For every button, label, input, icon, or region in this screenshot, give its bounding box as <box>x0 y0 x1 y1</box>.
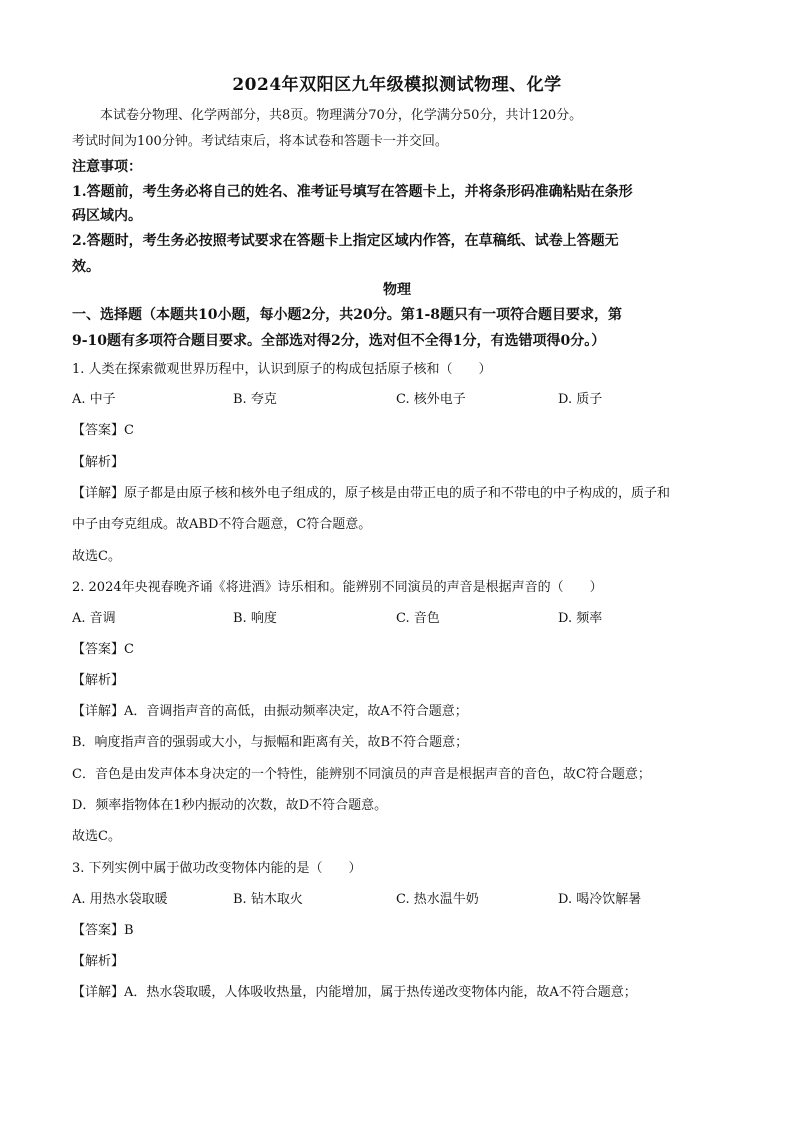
q1-detail-1: 【详解】原子都是由原子核和核外电子组成的，原子核是由带正电的质子和不带电的中子构成的，质子和 <box>72 486 671 501</box>
q3-stem: 3. 下列实例中属于做功改变物体内能的是（ ） <box>72 861 362 876</box>
q2-answer: 【答案】C <box>72 642 134 657</box>
q3-option-d: D. 喝冷饮解暑 <box>558 892 642 907</box>
q2-detail-1: 【详解】A．音调指声音的高低，由振动频率决定，故A不符合题意； <box>72 704 468 719</box>
section1-line-2: 9-10题有多项符合题目要求。全部选对得2分，选对但不全得1分，有选错项得0分。） <box>72 333 606 349</box>
q1-option-a: A. 中子 <box>72 392 116 407</box>
notice-heading: 注意事项： <box>72 159 142 175</box>
q2-option-b: B. 响度 <box>233 611 277 626</box>
notice-line-4: 效。 <box>72 259 100 275</box>
q1-analysis: 【解析】 <box>72 455 125 470</box>
q3-option-b: B. 钻木取火 <box>233 892 303 907</box>
q2-analysis: 【解析】 <box>72 673 125 688</box>
q1-stem: 1. 人类在探索微观世界历程中，认识到原子的构成包括原子核和（ ） <box>72 362 492 377</box>
notice-line-1: 1.答题前，考生务必将自己的姓名、准考证号填写在答题卡上，并将条形码准确粘贴在条形 <box>72 184 633 200</box>
q2-stem: 2. 2024年央视春晚齐诵《将进酒》诗乐相和。能辨别不同演员的声音是根据声音的（ ） <box>72 580 603 595</box>
q1-option-c: C. 核外电子 <box>396 392 466 407</box>
q3-detail-1: 【详解】A．热水袋取暖，人体吸收热量，内能增加，属于热传递改变物体内能，故A不符合题意； <box>72 985 637 1000</box>
intro-line-1: 本试卷分物理、化学两部分，共8页。物理满分70分，化学满分50分，共计120分。 <box>100 108 583 123</box>
section-title: 物理 <box>383 282 411 298</box>
q1-option-d: D. 质子 <box>558 392 603 407</box>
q2-detail-3: C．音色是由发声体本身决定的一个特性，能辨别不同演员的声音是根据声音的音色，故C符合题意； <box>72 767 651 782</box>
intro-line-2: 考试时间为100分钟。考试结束后，将本试卷和答题卡一并交回。 <box>72 134 448 149</box>
q1-option-b: B. 夸克 <box>233 392 277 407</box>
notice-line-3: 2.答题时，考生务必按照考试要求在答题卡上指定区域内作答，在草稿纸、试卷上答题无 <box>72 233 619 249</box>
q3-analysis: 【解析】 <box>72 954 125 969</box>
q2-option-a: A. 音调 <box>72 611 116 626</box>
section1-line-1: 一、选择题（本题共10小题，每小题2分，共20分。第1-8题只有一项符合题目要求，第 <box>72 307 622 323</box>
q2-detail-2: B．响度指声音的强弱或大小，与振幅和距离有关，故B不符合题意； <box>72 735 469 750</box>
q1-answer: 【答案】C <box>72 423 134 438</box>
q3-option-a: A. 用热水袋取暖 <box>72 892 168 907</box>
q1-conclusion: 故选C。 <box>72 549 121 564</box>
q2-conclusion: 故选C。 <box>72 829 121 844</box>
notice-line-2: 码区域内。 <box>72 208 142 224</box>
page-title: 2024年双阳区九年级模拟测试物理、化学 <box>232 75 562 95</box>
q1-detail-2: 中子由夸克组成。故ABD不符合题意，C符合题意。 <box>72 517 372 532</box>
q2-option-c: C. 音色 <box>396 611 440 626</box>
q2-detail-4: D．频率指物体在1秒内振动的次数，故D不符合题意。 <box>72 798 388 813</box>
q2-option-d: D. 频率 <box>558 611 603 626</box>
q3-option-c: C. 热水温牛奶 <box>396 892 479 907</box>
q3-answer: 【答案】B <box>72 923 134 938</box>
